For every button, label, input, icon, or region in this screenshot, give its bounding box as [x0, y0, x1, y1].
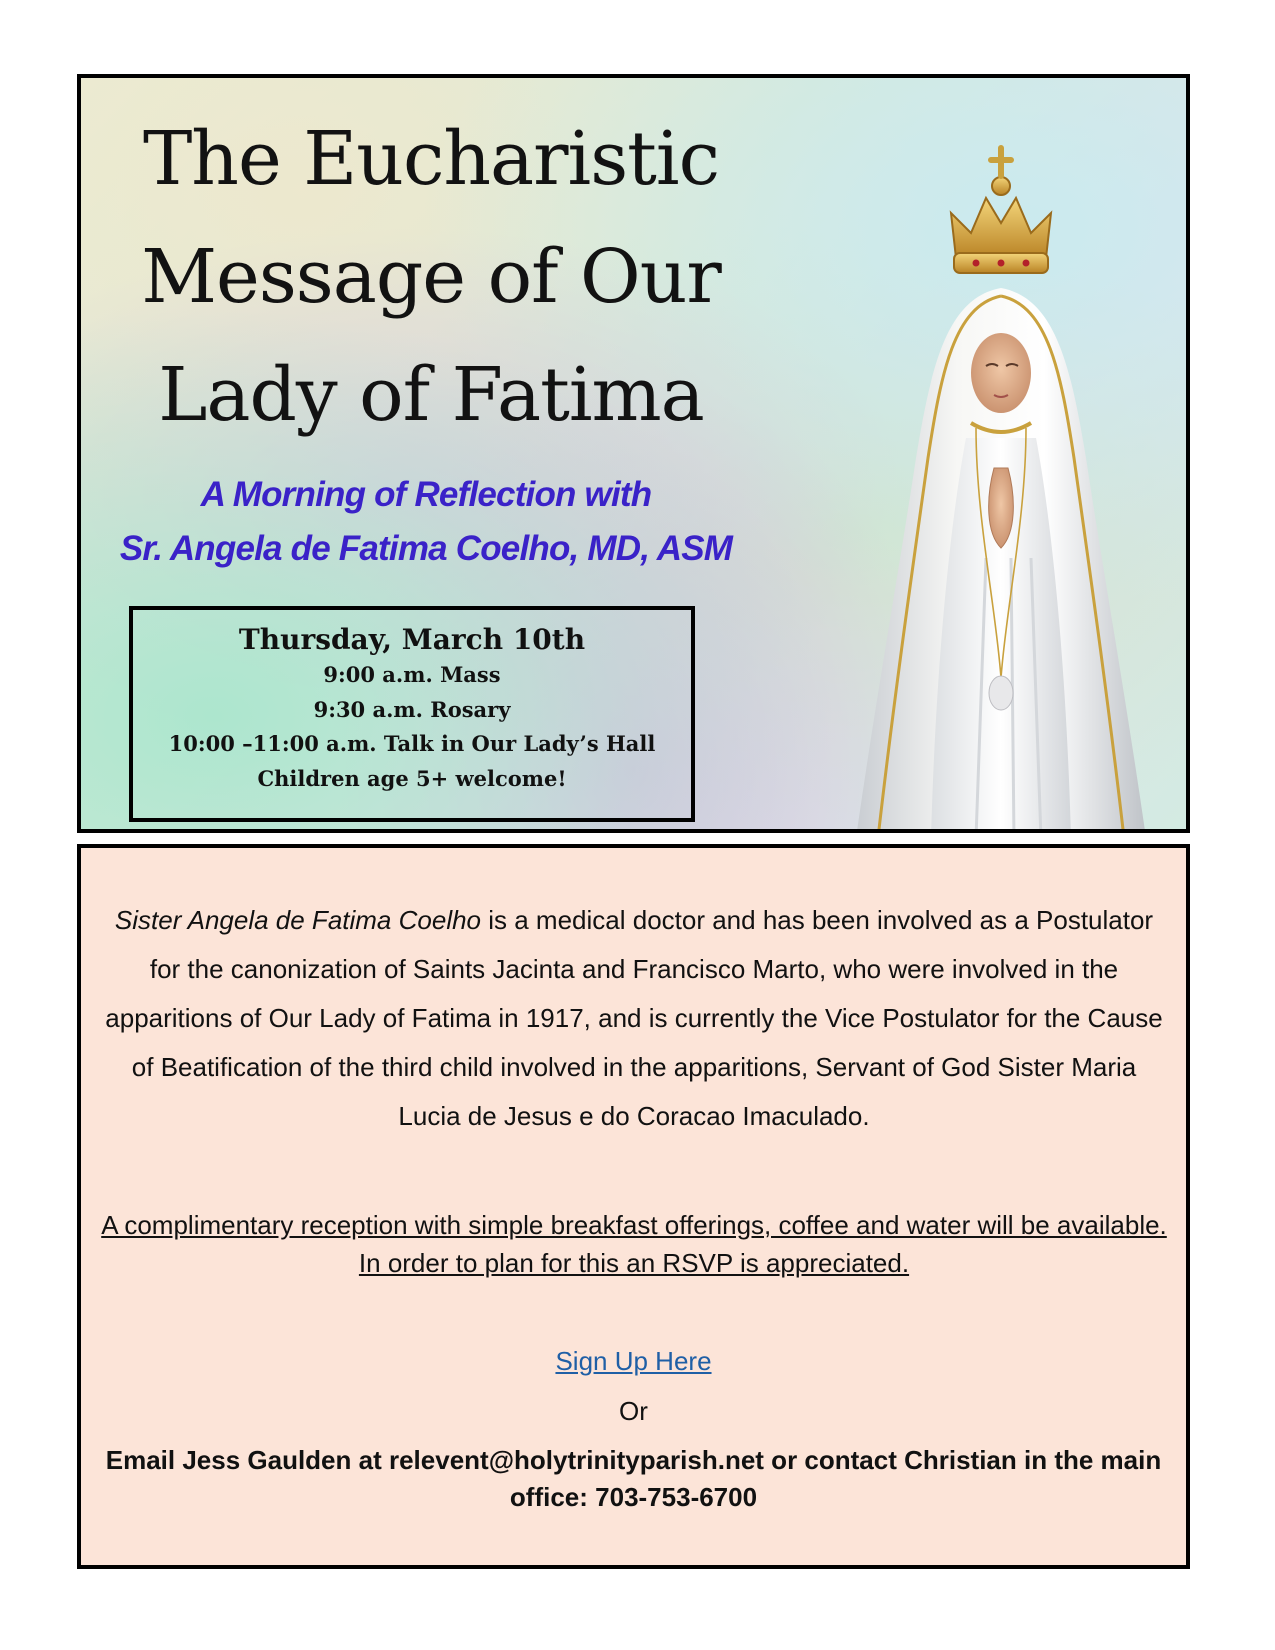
- event-date: Thursday, March 10th: [238, 623, 586, 656]
- reception-note: A complimentary reception with simple breakfast offerings, coffee and water will be available. In order to plan for this an RSVP is appreciated.: [101, 1210, 1167, 1278]
- title-line-2: Message of Our: [141, 234, 721, 320]
- schedule-rosary: 9:30 a.m. Rosary: [313, 696, 511, 722]
- sign-up-link[interactable]: Sign Up Here: [555, 1346, 712, 1376]
- title-line-1: The Eucharistic: [142, 116, 720, 202]
- event-banner: [77, 74, 1190, 833]
- contact-info: Email Jess Gaulden at relevent@holytrinityparish.net or contact Christian in the main office: 703-753-6700: [105, 1445, 1162, 1512]
- or-separator: Or: [619, 1396, 648, 1426]
- speaker-name: Sister Angela de Fatima Coelho: [114, 905, 482, 935]
- schedule-children-note: Children age 5+ welcome!: [257, 765, 567, 791]
- speaker-bio-text: is a medical doctor and has been involved as a Postulator for the canonization of Saints Jacinta and Francisco Marto, who were involved in the apparitions of Our Lady of Fatima in 1917, and is currently the Vice Postulator for the Cause of Beatification of the third child involved in the apparitions, Servant of God Sister Maria Lucia de Jesus e do Coracao Imaculado.: [105, 905, 1163, 1131]
- event-details: [77, 844, 1190, 1569]
- event-subtitle: [91, 468, 761, 576]
- subtitle-line-2: Sr. Angela de Fatima Coelho, MD, ASM: [119, 529, 733, 568]
- schedule-talk: 10:00 –11:00 a.m. Talk in Our Lady’s Hall: [168, 731, 656, 756]
- schedule-mass: 9:00 a.m. Mass: [323, 662, 501, 687]
- our-lady-of-fatima-statue-icon: [836, 138, 1166, 833]
- schedule-box: [129, 606, 695, 822]
- signup-row: [81, 1344, 1186, 1378]
- title-line-3: Lady of Fatima: [158, 352, 704, 438]
- speaker-bio: [99, 896, 1169, 1141]
- subtitle-line-1: A Morning of Reflection with: [200, 475, 652, 514]
- event-title: [111, 100, 751, 454]
